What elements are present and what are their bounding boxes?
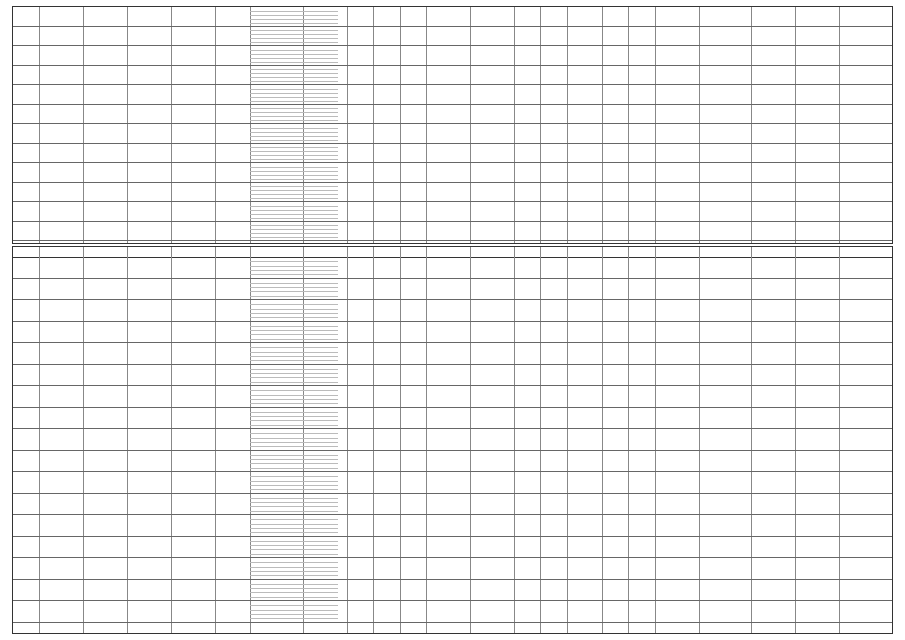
table-row	[13, 365, 892, 387]
sub-row-rule	[250, 352, 338, 353]
sub-row-rule	[250, 605, 338, 606]
sub-row-rule	[250, 519, 338, 520]
sub-row-rule	[250, 58, 338, 59]
sub-row-rule	[250, 214, 338, 215]
sub-row-rule	[250, 175, 338, 176]
sub-row-rule	[250, 225, 338, 226]
sub-row-rule	[250, 190, 338, 191]
sub-row-rule	[250, 433, 338, 434]
sub-row-rule	[250, 369, 338, 370]
sub-row-rule	[250, 502, 338, 503]
sub-row-rule	[250, 334, 338, 335]
sub-row-rule	[250, 459, 338, 460]
sub-row-rule	[250, 382, 338, 383]
table-row	[13, 46, 892, 66]
table-row	[13, 202, 892, 222]
sub-row-rule	[250, 416, 338, 417]
table-row	[13, 408, 892, 430]
sub-row-rule	[250, 313, 338, 314]
sub-row-rule	[250, 610, 338, 611]
sub-row-rule	[250, 330, 338, 331]
table-row	[13, 66, 892, 86]
table-row	[13, 144, 892, 164]
table-row	[13, 386, 892, 408]
sub-row-rule	[250, 373, 338, 374]
sub-row-rule	[250, 34, 338, 35]
lower-data-table	[12, 246, 893, 634]
table-row	[13, 27, 892, 47]
table-row	[13, 451, 892, 473]
sub-row-rule	[250, 390, 338, 391]
sub-row-rule	[250, 233, 338, 234]
sub-row-rule	[250, 498, 338, 499]
table-row	[13, 222, 892, 242]
sub-row-rule	[250, 588, 338, 589]
table-row	[13, 515, 892, 537]
sub-row-rule	[250, 476, 338, 477]
sub-row-rule	[250, 229, 338, 230]
sub-row-rule	[250, 179, 338, 180]
sub-row-rule	[250, 50, 338, 51]
sub-row-rule	[250, 425, 338, 426]
table-row	[13, 183, 892, 203]
sub-row-rule	[250, 545, 338, 546]
sub-row-rule	[250, 81, 338, 82]
sub-row-rule	[250, 309, 338, 310]
sub-row-rule	[250, 438, 338, 439]
sub-row-rule	[250, 30, 338, 31]
sub-row-rule	[250, 412, 338, 413]
sub-row-rule	[250, 554, 338, 555]
sub-row-rule	[250, 317, 338, 318]
sub-row-rule	[250, 326, 338, 327]
sub-row-rule	[250, 455, 338, 456]
sub-row-rule	[250, 562, 338, 563]
sub-row-rule	[250, 377, 338, 378]
sub-row-rule	[250, 399, 338, 400]
table-row	[13, 279, 892, 301]
sub-row-rule	[250, 38, 338, 39]
sub-row-rule	[250, 356, 338, 357]
sub-row-rule	[250, 403, 338, 404]
sub-row-rule	[250, 77, 338, 78]
sub-row-rule	[250, 11, 338, 12]
sub-row-rule	[250, 420, 338, 421]
table-row	[13, 124, 892, 144]
sub-row-rule	[250, 194, 338, 195]
sub-row-rule	[250, 73, 338, 74]
sub-row-rule	[250, 237, 338, 238]
sub-row-rule	[250, 120, 338, 121]
sub-row-rule	[250, 112, 338, 113]
table-row	[13, 343, 892, 365]
table-row	[13, 85, 892, 105]
sub-row-rule	[250, 128, 338, 129]
sub-row-rule	[250, 93, 338, 94]
table-row	[13, 472, 892, 494]
sub-row-rule	[250, 541, 338, 542]
sub-row-rule	[250, 532, 338, 533]
sub-row-rule	[250, 198, 338, 199]
sub-row-rule	[250, 489, 338, 490]
sub-row-rule	[250, 151, 338, 152]
sub-row-rule	[250, 511, 338, 512]
sub-row-rule	[250, 485, 338, 486]
sub-row-rule	[250, 567, 338, 568]
sub-row-rule	[250, 360, 338, 361]
sub-row-rule	[250, 171, 338, 172]
sub-row-rule	[250, 347, 338, 348]
sub-row-rule	[250, 206, 338, 207]
table-row	[13, 163, 892, 183]
sub-row-rule	[250, 296, 338, 297]
sub-row-rule	[250, 304, 338, 305]
sub-row-rule	[250, 291, 338, 292]
sub-row-rule	[250, 19, 338, 20]
sub-row-rule	[250, 186, 338, 187]
sub-row-rule	[250, 159, 338, 160]
sub-row-rule	[250, 524, 338, 525]
sub-row-rule	[250, 116, 338, 117]
table-row	[13, 257, 892, 279]
sub-row-rule	[250, 339, 338, 340]
sub-row-rule	[250, 283, 338, 284]
table-row	[13, 580, 892, 602]
sub-row-rule	[250, 89, 338, 90]
sub-row-rule	[250, 101, 338, 102]
table-row	[13, 601, 892, 623]
sub-row-rule	[250, 274, 338, 275]
sub-row-rule	[250, 42, 338, 43]
sub-row-rule	[250, 136, 338, 137]
table-row	[13, 429, 892, 451]
table-row	[13, 537, 892, 559]
sub-row-rule	[250, 575, 338, 576]
sub-row-rule	[250, 54, 338, 55]
sub-row-rule	[250, 463, 338, 464]
sub-row-rule	[250, 167, 338, 168]
sub-row-rule	[250, 528, 338, 529]
table-row	[13, 300, 892, 322]
upper-data-table	[12, 6, 893, 244]
sub-row-rule	[250, 592, 338, 593]
sub-row-rule	[250, 468, 338, 469]
sub-row-rule	[250, 614, 338, 615]
sub-row-rule	[250, 597, 338, 598]
sub-row-rule	[250, 132, 338, 133]
sub-row-rule	[250, 261, 338, 262]
sub-row-rule	[250, 108, 338, 109]
sub-row-rule	[250, 584, 338, 585]
sub-row-rule	[250, 571, 338, 572]
sub-row-rule	[250, 446, 338, 447]
sub-row-rule	[250, 481, 338, 482]
sub-row-rule	[250, 442, 338, 443]
sub-row-rule	[250, 395, 338, 396]
sub-row-rule	[250, 140, 338, 141]
sub-row-rule	[250, 266, 338, 267]
sub-row-rule	[250, 549, 338, 550]
sub-row-rule	[250, 69, 338, 70]
sub-row-rule	[250, 62, 338, 63]
sub-row-rule	[250, 218, 338, 219]
table-row	[13, 558, 892, 580]
sub-row-rule	[250, 618, 338, 619]
table-row	[13, 7, 892, 27]
sub-row-rule	[250, 147, 338, 148]
table-row	[13, 494, 892, 516]
sub-row-rule	[250, 15, 338, 16]
sub-row-rule	[250, 210, 338, 211]
table-row	[13, 105, 892, 125]
sub-row-rule	[250, 287, 338, 288]
sub-row-rule	[250, 506, 338, 507]
table-row	[13, 322, 892, 344]
sub-row-rule	[250, 270, 338, 271]
sub-row-rule	[250, 23, 338, 24]
sub-row-rule	[250, 155, 338, 156]
sub-row-rule	[250, 97, 338, 98]
